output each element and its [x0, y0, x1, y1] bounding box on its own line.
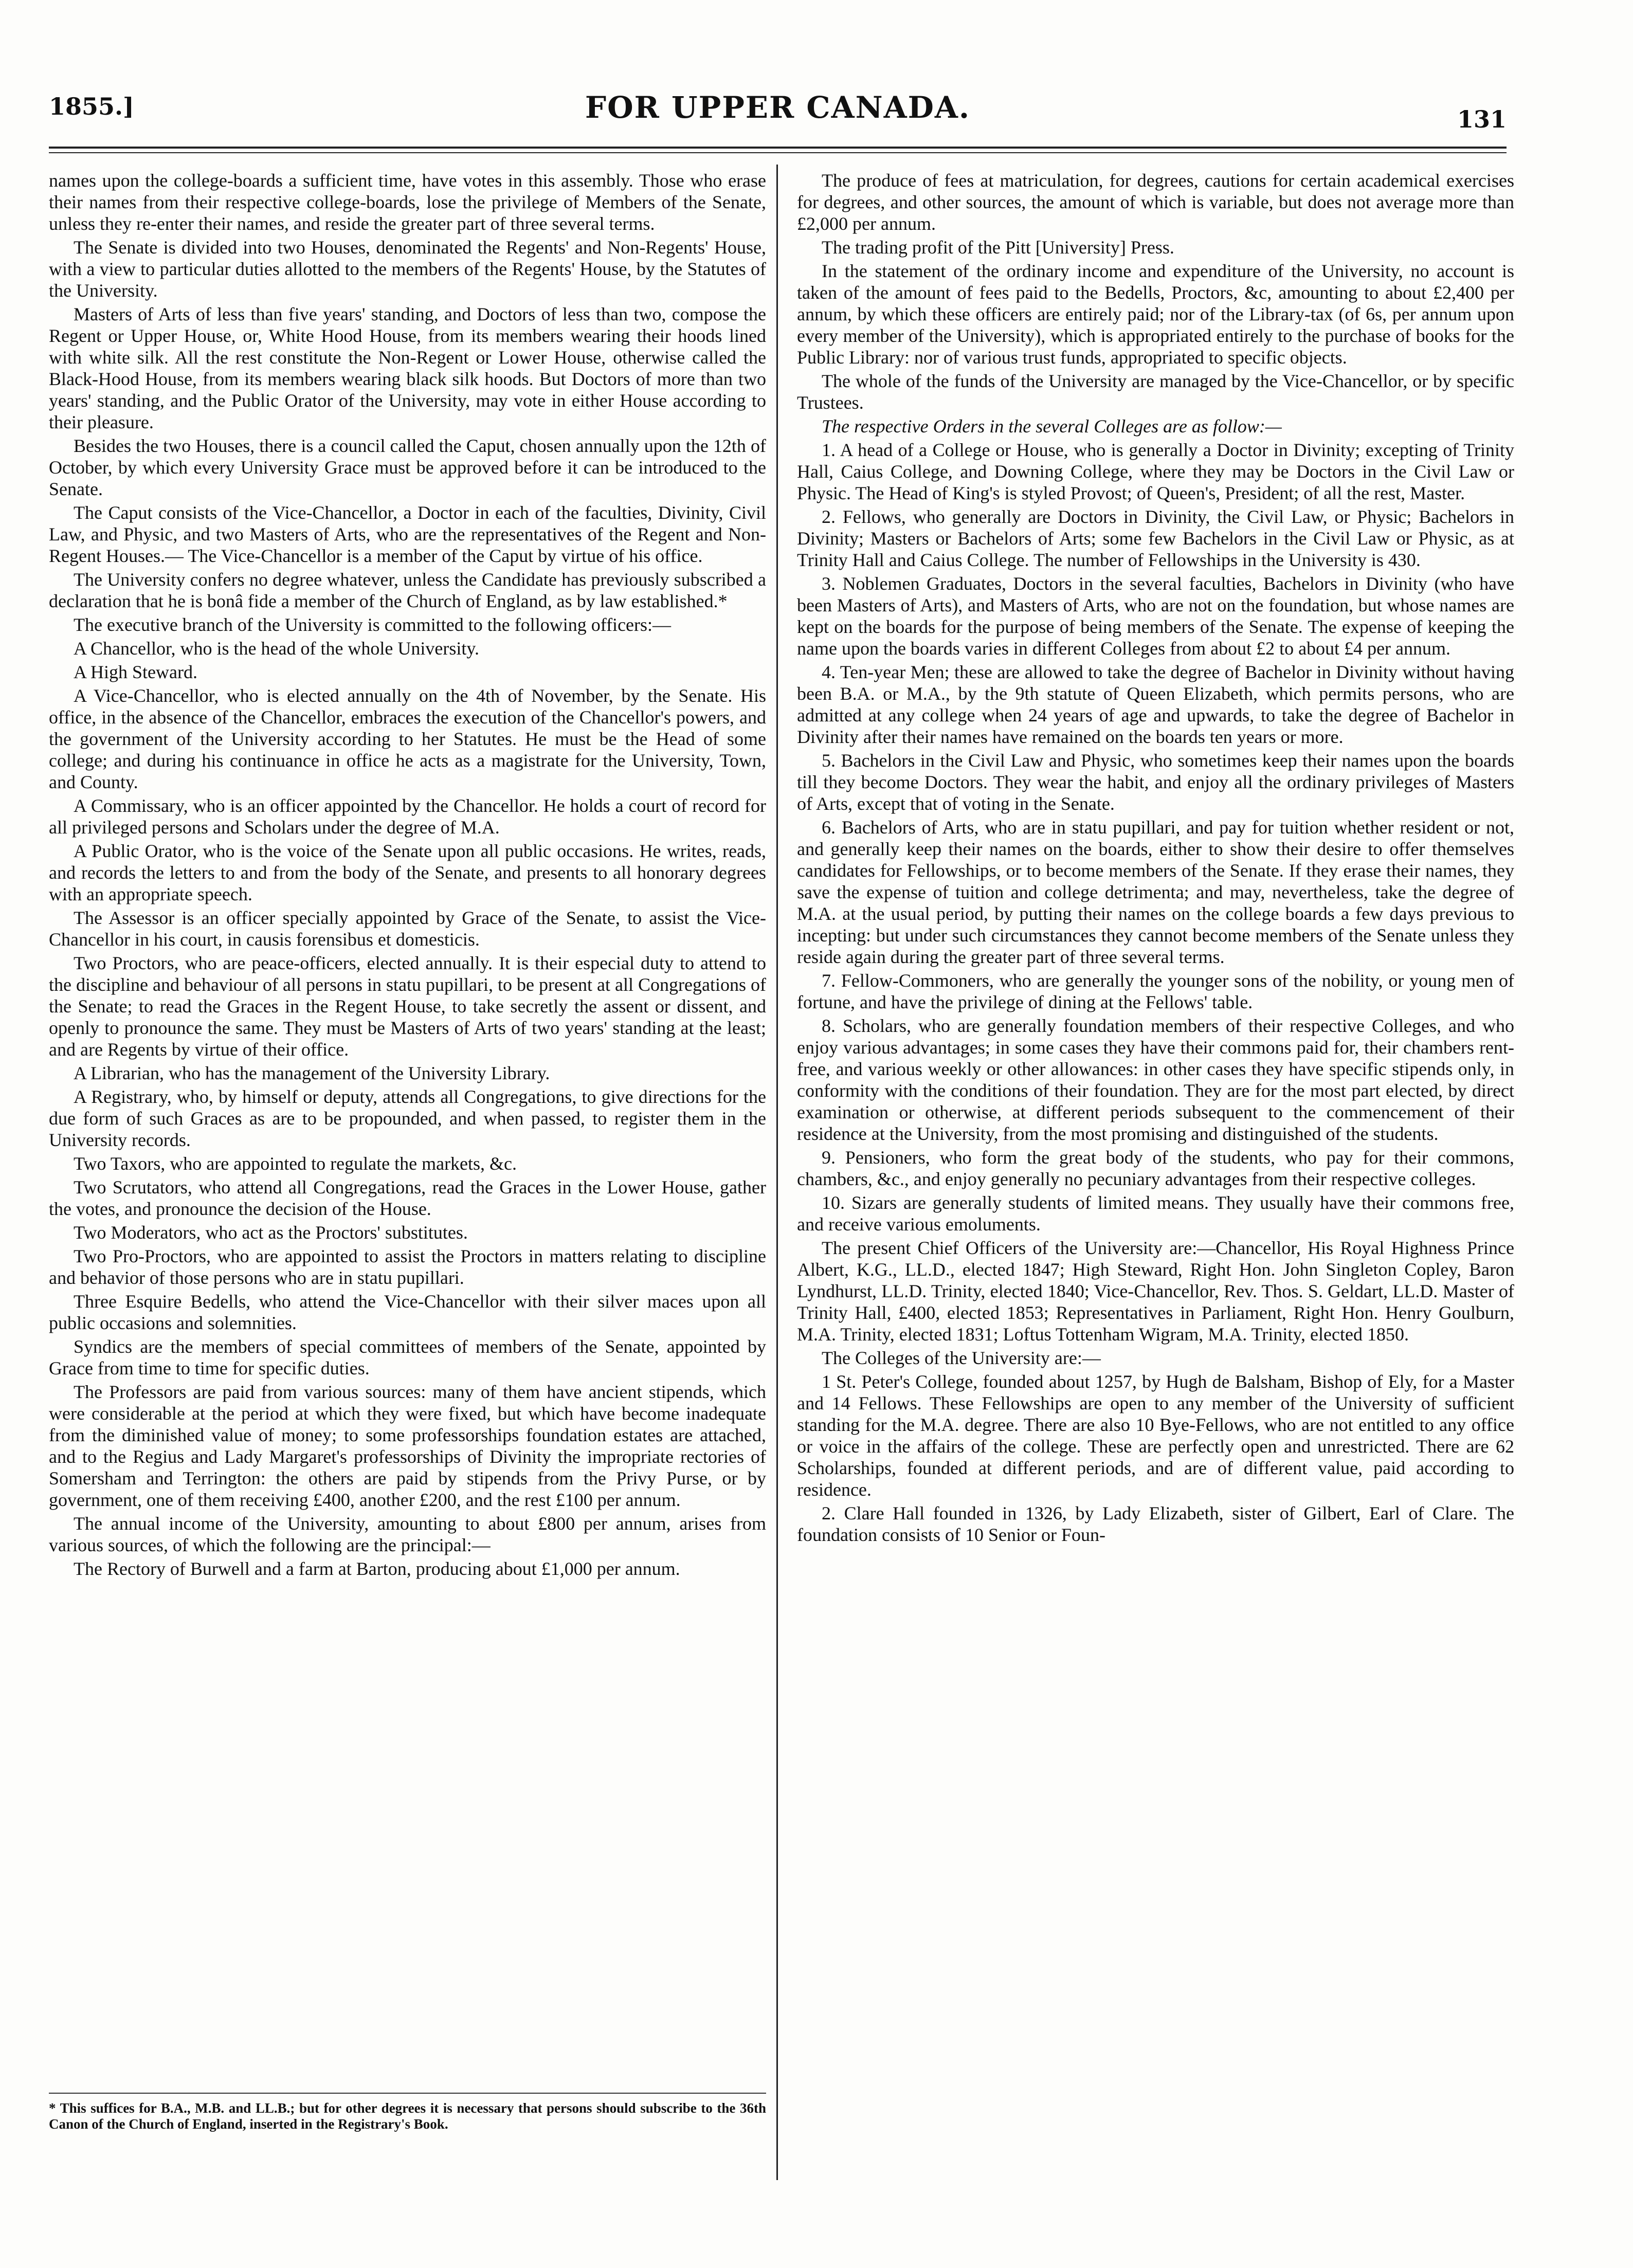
header-rule [49, 147, 1507, 149]
paragraph: Two Moderators, who act as the Proctors' substitutes. [74, 1222, 468, 1243]
page-number: 131 [1457, 105, 1507, 133]
header-year: 1855.] [49, 93, 134, 120]
paragraph: The produce of fees at matriculation, for degrees, cautions for certain academical exercises for degrees, and other sources, the amount of which is variable, but does not average more than £2,000 per annum. [797, 170, 1514, 234]
paragraph: The University confers no degree whatever, unless the Candidate has previously subscribed a declaration that he is bonâ fide a member of the Church of England, as by law established.* [49, 569, 766, 611]
paragraph: A Vice-Chancellor, who is elected annually on the 4th of November, by the Senate. His office, in the absence of the Chancellor, embraces the execution of the Chancellor's powers, and the government of the University according to her Statutes. He must be the Head of some college; and during his continuance in office he acts as a magistrate for the University, Town, and County. [49, 685, 766, 792]
paragraph: The trading profit of the Pitt [University] Press. [822, 237, 1174, 258]
paragraph: A Registrary, who, by himself or deputy, attends all Congregations, to give directions for the due form of such Graces as are to be propounded, and when passed, to register them in the University records. [49, 1086, 766, 1150]
left-column [49, 170, 766, 1582]
paragraph: The Rectory of Burwell and a farm at Barton, producing about £1,000 per annum. [74, 1558, 680, 1579]
paragraph: 10. Sizars are generally students of limited means. They usually have their commons free, and receive various emoluments. [797, 1192, 1514, 1235]
paragraph: A Public Orator, who is the voice of the Senate upon all public occasions. He writes, reads, and records the letters to and from the body of the Senate, and presents to all honorary degrees with an appropriate speech. [49, 841, 766, 904]
paragraph: The Colleges of the University are:— [822, 1348, 1101, 1368]
paragraph: The Caput consists of the Vice-Chancellor, a Doctor in each of the faculties, Divinity, Civil Law, and Physic, and two Masters of Arts, who are the representatives of the Regent and Non-Regent Houses.— The Vice-Chancellor is a member of the Caput by virtue of his office. [49, 502, 766, 566]
paragraph: A Commissary, who is an officer appointed by the Chancellor. He holds a court of record for all privileged persons and Scholars under the degree of M.A. [49, 795, 766, 838]
paragraph: 7. Fellow-Commoners, who are generally the younger sons of the nobility, or young men of fortune, and have the privilege of dining at the Fellows' table. [797, 970, 1514, 1012]
paragraph: The executive branch of the University is committed to the following officers:— [74, 614, 672, 635]
paragraph: 1. A head of a College or House, who is generally a Doctor in Divinity; excepting of Trinity Hall, Caius College, and Downing College, where they may be Doctors in the Civil Law or Physic. The Head of King's is styled Provost; of Queen's, President; of all the rest, Master. [797, 440, 1514, 503]
paragraph: 1 St. Peter's College, founded about 1257, by Hugh de Balsham, Bishop of Ely, for a Master and 14 Fellows. These Fellowships are open to any member of the University of sufficient standing for the M.A. degree. There are also 10 Bye-Fellows, who are not entitled to any office or voice in the affairs of the college. These are perfectly open and unrestricted. There are 62 Scholarships, founded at different periods, and are of different value, paid according to residence. [797, 1371, 1514, 1500]
paragraph: 2. Fellows, who generally are Doctors in Divinity, the Civil Law, or Physic; Bachelors in Divinity; Masters or Bachelors of Arts; some few Bachelors in the Civil Law or Physic, as at Trinity Hall and Caius College. The number of Fellowships in the University is 430. [797, 506, 1514, 570]
footnote-rule [49, 2093, 766, 2094]
paragraph: Two Pro-Proctors, who are appointed to assist the Proctors in matters relating to discipline and behavior of those persons who are in statu pupillari. [49, 1246, 766, 1288]
paragraph: Two Proctors, who are peace-officers, elected annually. It is their especial duty to attend to the discipline and behaviour of all persons in statu pupillari, to be present at all Congregations of the Senate; to read the Graces in the Regent House, to take secretly the assent or dissent, and openly to pronounce the same. They must be Masters of Arts of two years' standing at the least; and are Regents by virtue of their office. [49, 953, 766, 1060]
header-title: FOR UPPER CANADA. [585, 90, 971, 125]
paragraph: Two Taxors, who are appointed to regulate the markets, &c. [74, 1153, 517, 1174]
paragraph: 4. Ten-year Men; these are allowed to take the degree of Bachelor in Divinity without having been B.A. or M.A., by the 9th statute of Queen Elizabeth, which permits persons, who are admitted at any college when 24 years of age and upwards, to take the degree of Bachelor in Divinity after their names have remained on the boards ten years or more. [797, 662, 1514, 747]
paragraph: Besides the two Houses, there is a council called the Caput, chosen annually upon the 12th of October, by which every University Grace must be approved before it can be introduced to the Senate. [49, 436, 766, 499]
paragraph: 2. Clare Hall founded in 1326, by Lady Elizabeth, sister of Gilbert, Earl of Clare. The foundation consists of 10 Senior or Foun- [797, 1503, 1514, 1545]
column-divider [776, 165, 778, 2180]
paragraph: The Professors are paid from various sources: many of them have ancient stipends, which were considerable at the period at which they were fixed, but which have become inadequate from the diminished value of money; to some professorships foundation estates are attached, and to the Regius and Lady Margaret's professorships of Divinity the impropriate rectories of Somersham and Terrington: the others are paid by stipends from the Privy Purse, or by government, one of them receiving £400, another £200, and the rest £100 per annum. [49, 1382, 766, 1510]
paragraph: 8. Scholars, who are generally foundation members of their respective Colleges, and who enjoy various advantages; in some cases they have their commons paid for, their chambers rent-free, and various weekly or other allowances: in other cases they have specific stipends only, in conformity with the conditions of their foundation. They are for the most part elected, by direct examination or otherwise, at different periods subsequent to the commencement of their residence at the University, from the most promising and distinguished of the students. [797, 1015, 1514, 1144]
paragraph: Masters of Arts of less than five years' standing, and Doctors of less than two, compose the Regent or Upper House, or, White Hood House, from its members wearing their hoods lined with white silk. All the rest constitute the Non-Regent or Lower House, otherwise called the Black-Hood House, from its members wearing black silk hoods. But Doctors of more than two years' standing, and the Public Orator of the University, may vote in either House according to their pleasure. [49, 304, 766, 432]
running-header [49, 87, 1507, 134]
footnote: * This suffices for B.A., M.B. and LL.B.; but for other degrees it is necessary that persons should subscribe to the 36th Canon of the Church of England, inserted in the Registrary's Book. [49, 2100, 766, 2132]
paragraph: A Chancellor, who is the head of the whole University. [74, 638, 480, 659]
paragraph: 9. Pensioners, who form the great body of the students, who pay for their commons, chambers, &c., and enjoy generally no pecuniary advantages from their respective colleges. [797, 1147, 1514, 1189]
paragraph: The Assessor is an officer specially appointed by Grace of the Senate, to assist the Vice-Chancellor in his court, in causis forensibus et domesticis. [49, 908, 766, 950]
paragraph: names upon the college-boards a sufficient time, have votes in this assembly. Those who erase their names from their respective college-boards, lose the privilege of Members of the Senate, unless they re-enter their names, and reside the greater part of three several terms. [49, 170, 766, 234]
paragraph: 3. Noblemen Graduates, Doctors in the several faculties, Bachelors in Divinity (who have been Masters of Arts), and Masters of Arts, who are not on the foundation, but whose names are kept on the boards for the purpose of being members of the Senate. The expense of keeping the name upon the boards varies in different Colleges from about £2 to about £4 per annum. [797, 573, 1514, 659]
paragraph: In the statement of the ordinary income and expenditure of the University, no account is taken of the amount of fees paid to the Bedells, Proctors, &c, amounting to about £2,400 per annum, by which these officers are entirely paid; nor of the Library-tax (of 6s, per annum upon every member of the University), which is appropriated entirely to the purchase of books for the Public Library: nor of various trust funds, appropriated to specific objects. [797, 261, 1514, 368]
paragraph: The Senate is divided into two Houses, denominated the Regents' and Non-Regents' House, with a view to particular duties allotted to the members of the Regents' House, by the Statutes of the University. [49, 237, 766, 301]
paragraph: 6. Bachelors of Arts, who are in statu pupillari, and pay for tuition whether resident or not, and generally keep their names on the boards, either to show their desire to offer themselves candidates for Fellowships, or to become members of the Senate. If they erase their names, they save the expense of tuition and college detrimenta; and may, nevertheless, take the degree of M.A. at the usual period, by putting their names on the college boards a few days previous to incepting: but under such circumstances they cannot become members of the Senate unless they reside again during the greater part of three several terms. [797, 817, 1514, 967]
paragraph: The present Chief Officers of the University are:—Chancellor, His Royal Highness Prince Albert, K.G., LL.D., elected 1847; High Steward, Right Hon. John Singleton Copley, Baron Lyndhurst, LL.D. Trinity, elected 1840; Vice-Chancellor, Rev. Thos. S. Geldart, LL.D. Master of Trinity Hall, £400, elected 1853; Representatives in Parliament, Right Hon. Henry Goulburn, M.A. Trinity, elected 1831; Loftus Tottenham Wigram, M.A. Trinity, elected 1850. [797, 1238, 1514, 1345]
paragraph: The annual income of the University, amounting to about £800 per annum, arises from various sources, of which the following are the principal:— [49, 1513, 766, 1555]
paragraph: The whole of the funds of the University are managed by the Vice-Chancellor, or by specific Trustees. [797, 371, 1514, 413]
paragraph: A High Steward. [74, 662, 197, 682]
paragraph: The respective Orders in the several Colleges are as follow:— [822, 416, 1282, 437]
paragraph: Three Esquire Bedells, who attend the Vice-Chancellor with their silver maces upon all public occasions and solemnities. [49, 1291, 766, 1333]
paragraph: A Librarian, who has the management of the University Library. [74, 1063, 550, 1083]
paragraph: Two Scrutators, who attend all Congregations, read the Graces in the Lower House, gather the votes, and pronounce the decision of the House. [49, 1177, 766, 1219]
paragraph: Syndics are the members of special committees of members of the Senate, appointed by Grace from time to time for specific duties. [49, 1336, 766, 1378]
paragraph: 5. Bachelors in the Civil Law and Physic, who sometimes keep their names upon the boards till they become Doctors. They wear the habit, and enjoy all the ordinary privileges of Masters of Arts, except that of voting in the Senate. [797, 750, 1514, 814]
right-column [797, 170, 1514, 1548]
header-rule-thin [49, 152, 1507, 153]
